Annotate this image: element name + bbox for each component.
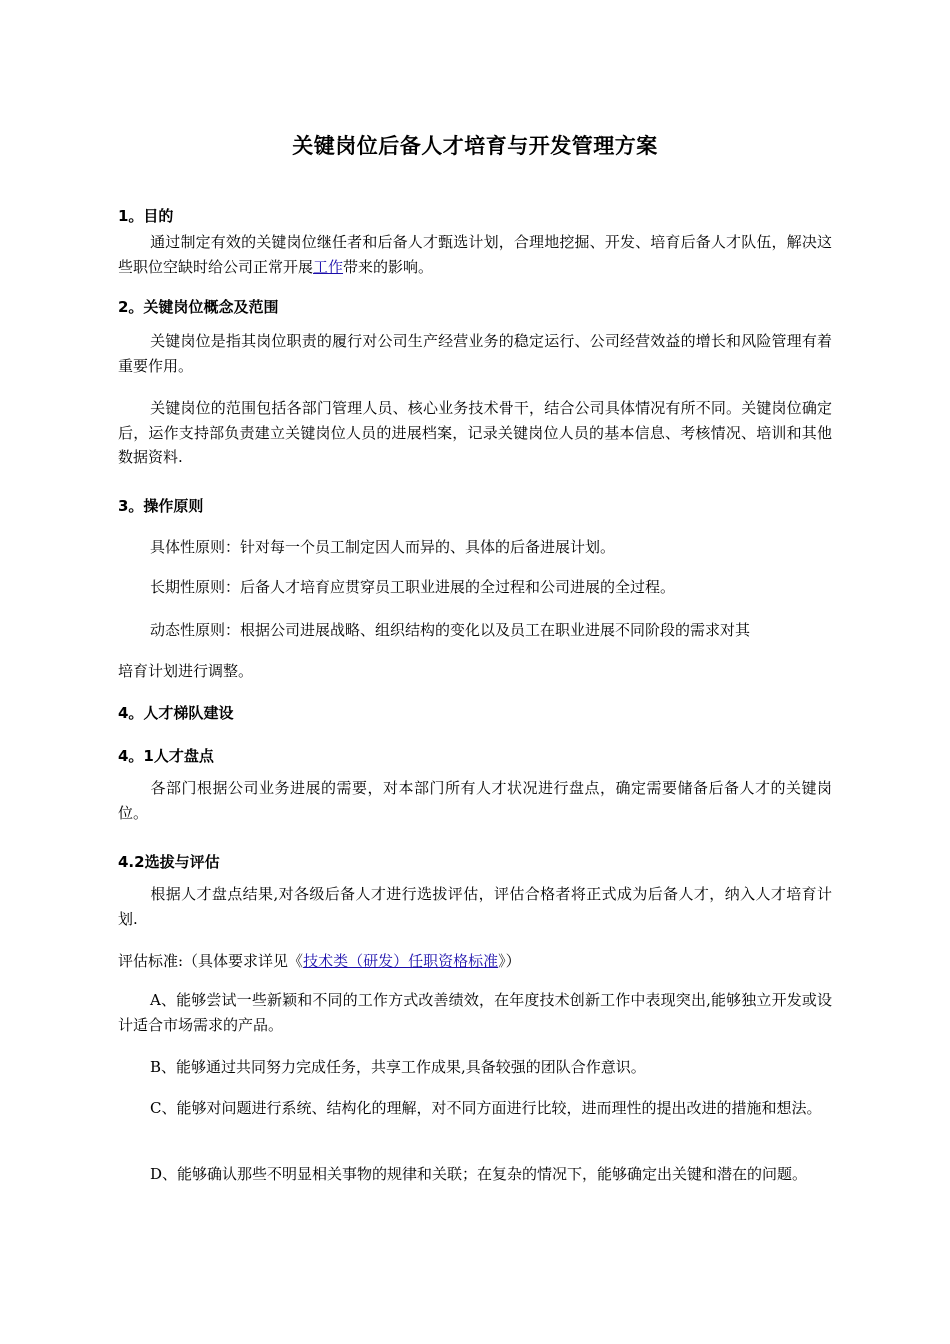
section-3-principle-dynamic-line-2: 培育计划进行调整。: [118, 662, 254, 680]
qualification-standard-link[interactable]: 技术类（研发）任职资格标准: [303, 952, 499, 970]
criteria-item-d: D、能够确认那些不明显相关事物的规律和关联；在复杂的情况下，能够确定出关键和潜在的问题。: [150, 1165, 808, 1183]
criteria-item-a: A、能够尝试一些新颖和不同的工作方式改善绩效，在年度技术创新工作中表现突出,能够独立开发或设计适合市场需求的产品。: [118, 991, 832, 1034]
criteria-item-b: B、能够通过共同努力完成任务，共享工作成果,具备较强的团队合作意识。: [150, 1058, 646, 1076]
work-link[interactable]: 工作: [313, 257, 344, 276]
section-1-heading: 1。目的: [118, 207, 174, 225]
section-3-principle-dynamic-line-1: 动态性原则：根据公司进展战略、组织结构的变化以及员工在职业进展不同阶段的需求对其: [150, 621, 751, 639]
section-3-heading: 3。操作原则: [118, 497, 204, 515]
evaluation-criteria: 评估标准:（具体要求详见《技术类（研发）任职资格标准》）: [118, 952, 521, 970]
section-4-heading: 4。人才梯队建设: [118, 704, 234, 722]
section-3-principle-long-term: 长期性原则：后备人才培育应贯穿员工职业进展的全过程和公司进展的全过程。: [150, 578, 676, 596]
section-2-paragraph-1: 关键岗位是指其岗位职责的履行对公司生产经营业务的稳定运行、公司经营效益的增长和风险管理有着重要作用。: [118, 332, 832, 375]
section-1-paragraph: 通过制定有效的关键岗位继任者和后备人才甄选计划，合理地挖掘、开发、培育后备人才队伍，解决这些职位空缺时给公司正常开展工作带来的影响。: [118, 233, 832, 276]
section-2-paragraph-2: 关键岗位的范围包括各部门管理人员、核心业务技术骨干，结合公司具体情况有所不同。关键岗位确定后，运作支持部负责建立关键岗位人员的进展档案，记录关键岗位人员的基本信息、考核情况、培训和其他数据资料.: [118, 399, 832, 466]
document-title: 关键岗位后备人才培育与开发管理方案: [292, 134, 658, 158]
section-4-1-heading: 4。1人才盘点: [118, 747, 214, 765]
section-4-2-heading: 4.2选拔与评估: [118, 853, 220, 871]
section-4-1-paragraph: 各部门根据公司业务进展的需要，对本部门所有人才状况进行盘点，确定需要储备后备人才的关键岗位。: [118, 779, 832, 822]
section-2-heading: 2。关键岗位概念及范围: [118, 298, 279, 316]
section-4-2-paragraph: 根据人才盘点结果,对各级后备人才进行选拔评估，评估合格者将正式成为后备人才，纳入人才培育计划.: [118, 885, 832, 928]
criteria-item-c: C、能够对问题进行系统、结构化的理解，对不同方面进行比较，进而理性的提出改进的措施和想法。: [150, 1099, 822, 1117]
section-3-principle-specific: 具体性原则：针对每一个员工制定因人而异的、具体的后备进展计划。: [150, 538, 616, 556]
